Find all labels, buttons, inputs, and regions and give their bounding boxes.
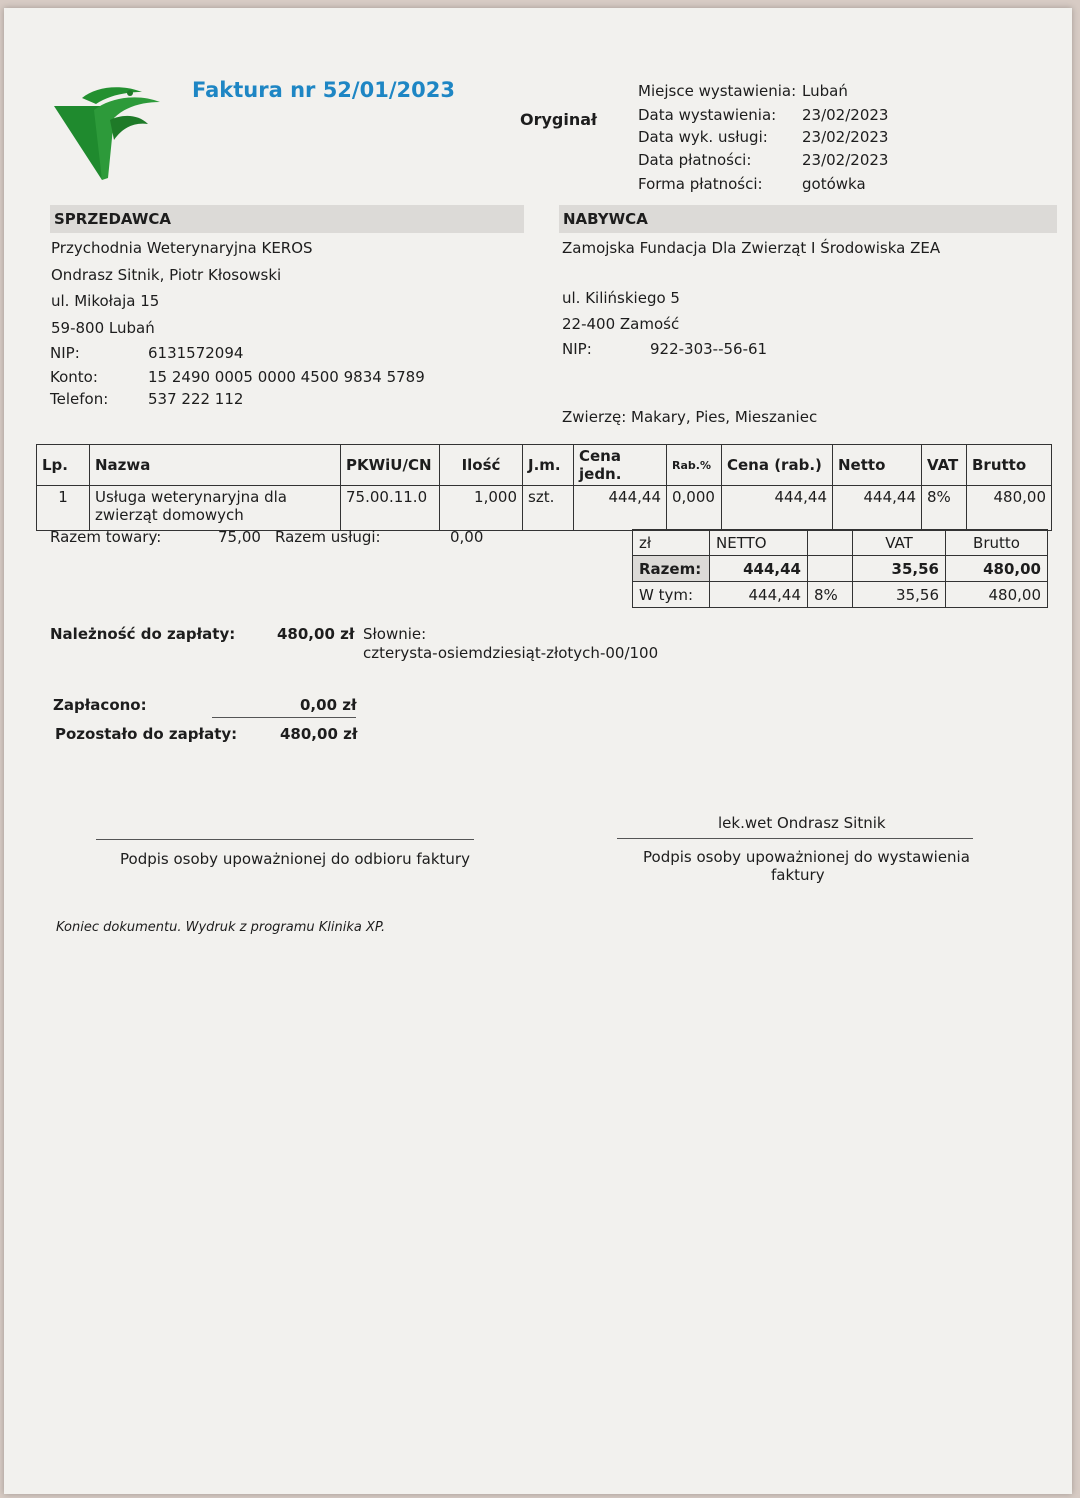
col-header: Rab.%: [667, 445, 722, 486]
col-header: Netto: [833, 445, 922, 486]
seller-phone: 537 222 112: [148, 390, 244, 408]
receiver-signature-label: Podpis osoby upoważnionej do odbioru faktury: [120, 850, 470, 868]
cell-vat: 8%: [922, 486, 967, 531]
issuer-name: lek.wet Ondrasz Sitnik: [718, 814, 886, 832]
seller-heading: SPRZEDAWCA: [50, 205, 524, 233]
items-header-row: [37, 445, 1052, 486]
receiver-signature-line: [96, 839, 474, 840]
amount-words: czterysta-osiemdziesiąt-złotych-00/100: [363, 644, 659, 662]
summary-cell: 480,00: [946, 582, 1048, 608]
summary-cell: 444,44: [710, 582, 808, 608]
summary-cell: W tym:: [633, 582, 710, 608]
cell-jm: szt.: [523, 486, 574, 531]
summary-cell: Brutto: [946, 530, 1048, 556]
col-header: PKWiU/CN: [341, 445, 440, 486]
col-header: J.m.: [523, 445, 574, 486]
amount-due-label: Należność do zapłaty:: [50, 625, 236, 643]
clinic-logo-icon: [52, 84, 164, 184]
table-row: [37, 486, 1052, 531]
vat-summary-table: [632, 529, 1048, 608]
buyer-nip-label: NIP:: [562, 340, 592, 358]
amount-words-label: Słownie:: [363, 625, 427, 643]
summary-wtym-row: [633, 582, 1048, 608]
issuer-signature-label: faktury: [771, 866, 825, 884]
cell-nazwa-line: Usługa weterynaryjna dla: [95, 488, 287, 506]
cell-rabat: 0,000: [667, 486, 722, 531]
cell-nazwa: [90, 486, 341, 531]
amount-due: 480,00 zł: [277, 625, 355, 643]
summary-cell: [808, 530, 853, 556]
cell-brutto: 480,00: [967, 486, 1052, 531]
summary-cell: VAT: [853, 530, 946, 556]
summary-cell: zł: [633, 530, 710, 556]
meta-label: Data płatności:: [638, 151, 752, 169]
meta-value: 23/02/2023: [802, 151, 889, 169]
seller-line: Przychodnia Weterynaryjna KEROS: [51, 239, 313, 257]
col-header: Lp.: [37, 445, 90, 486]
buyer-nip: 922-303--56-61: [650, 340, 768, 358]
seller-line: ul. Mikołaja 15: [51, 292, 160, 310]
summary-razem-row: [633, 556, 1048, 582]
totals-services-label: Razem usługi:: [275, 528, 381, 546]
seller-phone-label: Telefon:: [50, 390, 109, 408]
totals-services: 0,00: [450, 528, 484, 546]
footer-note: Koniec dokumentu. Wydruk z programu Klinika XP.: [56, 920, 386, 935]
meta-value: Lubań: [802, 82, 848, 100]
issuer-signature-label: Podpis osoby upoważnionej do wystawienia: [643, 848, 970, 866]
divider: [212, 717, 356, 718]
seller-nip-label: NIP:: [50, 344, 80, 362]
summary-cell: 35,56: [853, 582, 946, 608]
paid-amount: 0,00 zł: [300, 696, 357, 714]
cell-nazwa-line: zwierząt domowych: [95, 506, 244, 524]
meta-label: Data wystawienia:: [638, 106, 777, 124]
meta-value: 23/02/2023: [802, 128, 889, 146]
remaining-amount: 480,00 zł: [280, 725, 358, 743]
animal-info: Zwierzę: Makary, Pies, Mieszaniec: [562, 408, 818, 426]
cell-pkwiu: 75.00.11.0: [341, 486, 440, 531]
cell-cena: 444,44: [574, 486, 667, 531]
cell-netto: 444,44: [833, 486, 922, 531]
col-header: Ilość: [440, 445, 523, 486]
buyer-name: Zamojska Fundacja Dla Zwierząt I Środowiska ZEA: [562, 239, 941, 257]
seller-konto-label: Konto:: [50, 368, 98, 386]
summary-cell: NETTO: [710, 530, 808, 556]
issuer-signature-line: [617, 838, 973, 839]
cell-lp: 1: [37, 486, 90, 531]
original-label: Oryginał: [520, 110, 597, 129]
seller-line: Ondrasz Sitnik, Piotr Kłosowski: [51, 266, 282, 284]
meta-label: Miejsce wystawienia:: [638, 82, 797, 100]
buyer-heading: NABYWCA: [559, 205, 1057, 233]
col-header: Cena (rab.): [722, 445, 833, 486]
seller-konto: 15 2490 0005 0000 4500 9834 5789: [148, 368, 425, 386]
totals-goods: 75,00: [218, 528, 261, 546]
summary-cell: 8%: [808, 582, 853, 608]
col-header: Cena jedn.: [574, 445, 667, 486]
paid-label: Zapłacono:: [53, 696, 147, 714]
meta-label: Forma płatności:: [638, 175, 763, 193]
buyer-city: 22-400 Zamość: [562, 315, 680, 333]
seller-nip: 6131572094: [148, 344, 244, 362]
totals-goods-label: Razem towary:: [50, 528, 162, 546]
summary-cell: Razem:: [633, 556, 710, 582]
items-table: [36, 444, 1052, 531]
summary-header-row: [633, 530, 1048, 556]
summary-cell: 480,00: [946, 556, 1048, 582]
meta-value: gotówka: [802, 175, 866, 193]
meta-label: Data wyk. usługi:: [638, 128, 768, 146]
summary-cell: 35,56: [853, 556, 946, 582]
cell-ilosc: 1,000: [440, 486, 523, 531]
meta-value: 23/02/2023: [802, 106, 889, 124]
col-header: VAT: [922, 445, 967, 486]
buyer-street: ul. Kilińskiego 5: [562, 289, 680, 307]
col-header: Nazwa: [90, 445, 341, 486]
col-header: Brutto: [967, 445, 1052, 486]
remaining-label: Pozostało do zapłaty:: [55, 725, 238, 743]
invoice-title: Faktura nr 52/01/2023: [192, 78, 455, 102]
seller-line: 59-800 Lubań: [51, 319, 155, 337]
cell-cena-rab: 444,44: [722, 486, 833, 531]
summary-cell: [808, 556, 853, 582]
summary-cell: 444,44: [710, 556, 808, 582]
